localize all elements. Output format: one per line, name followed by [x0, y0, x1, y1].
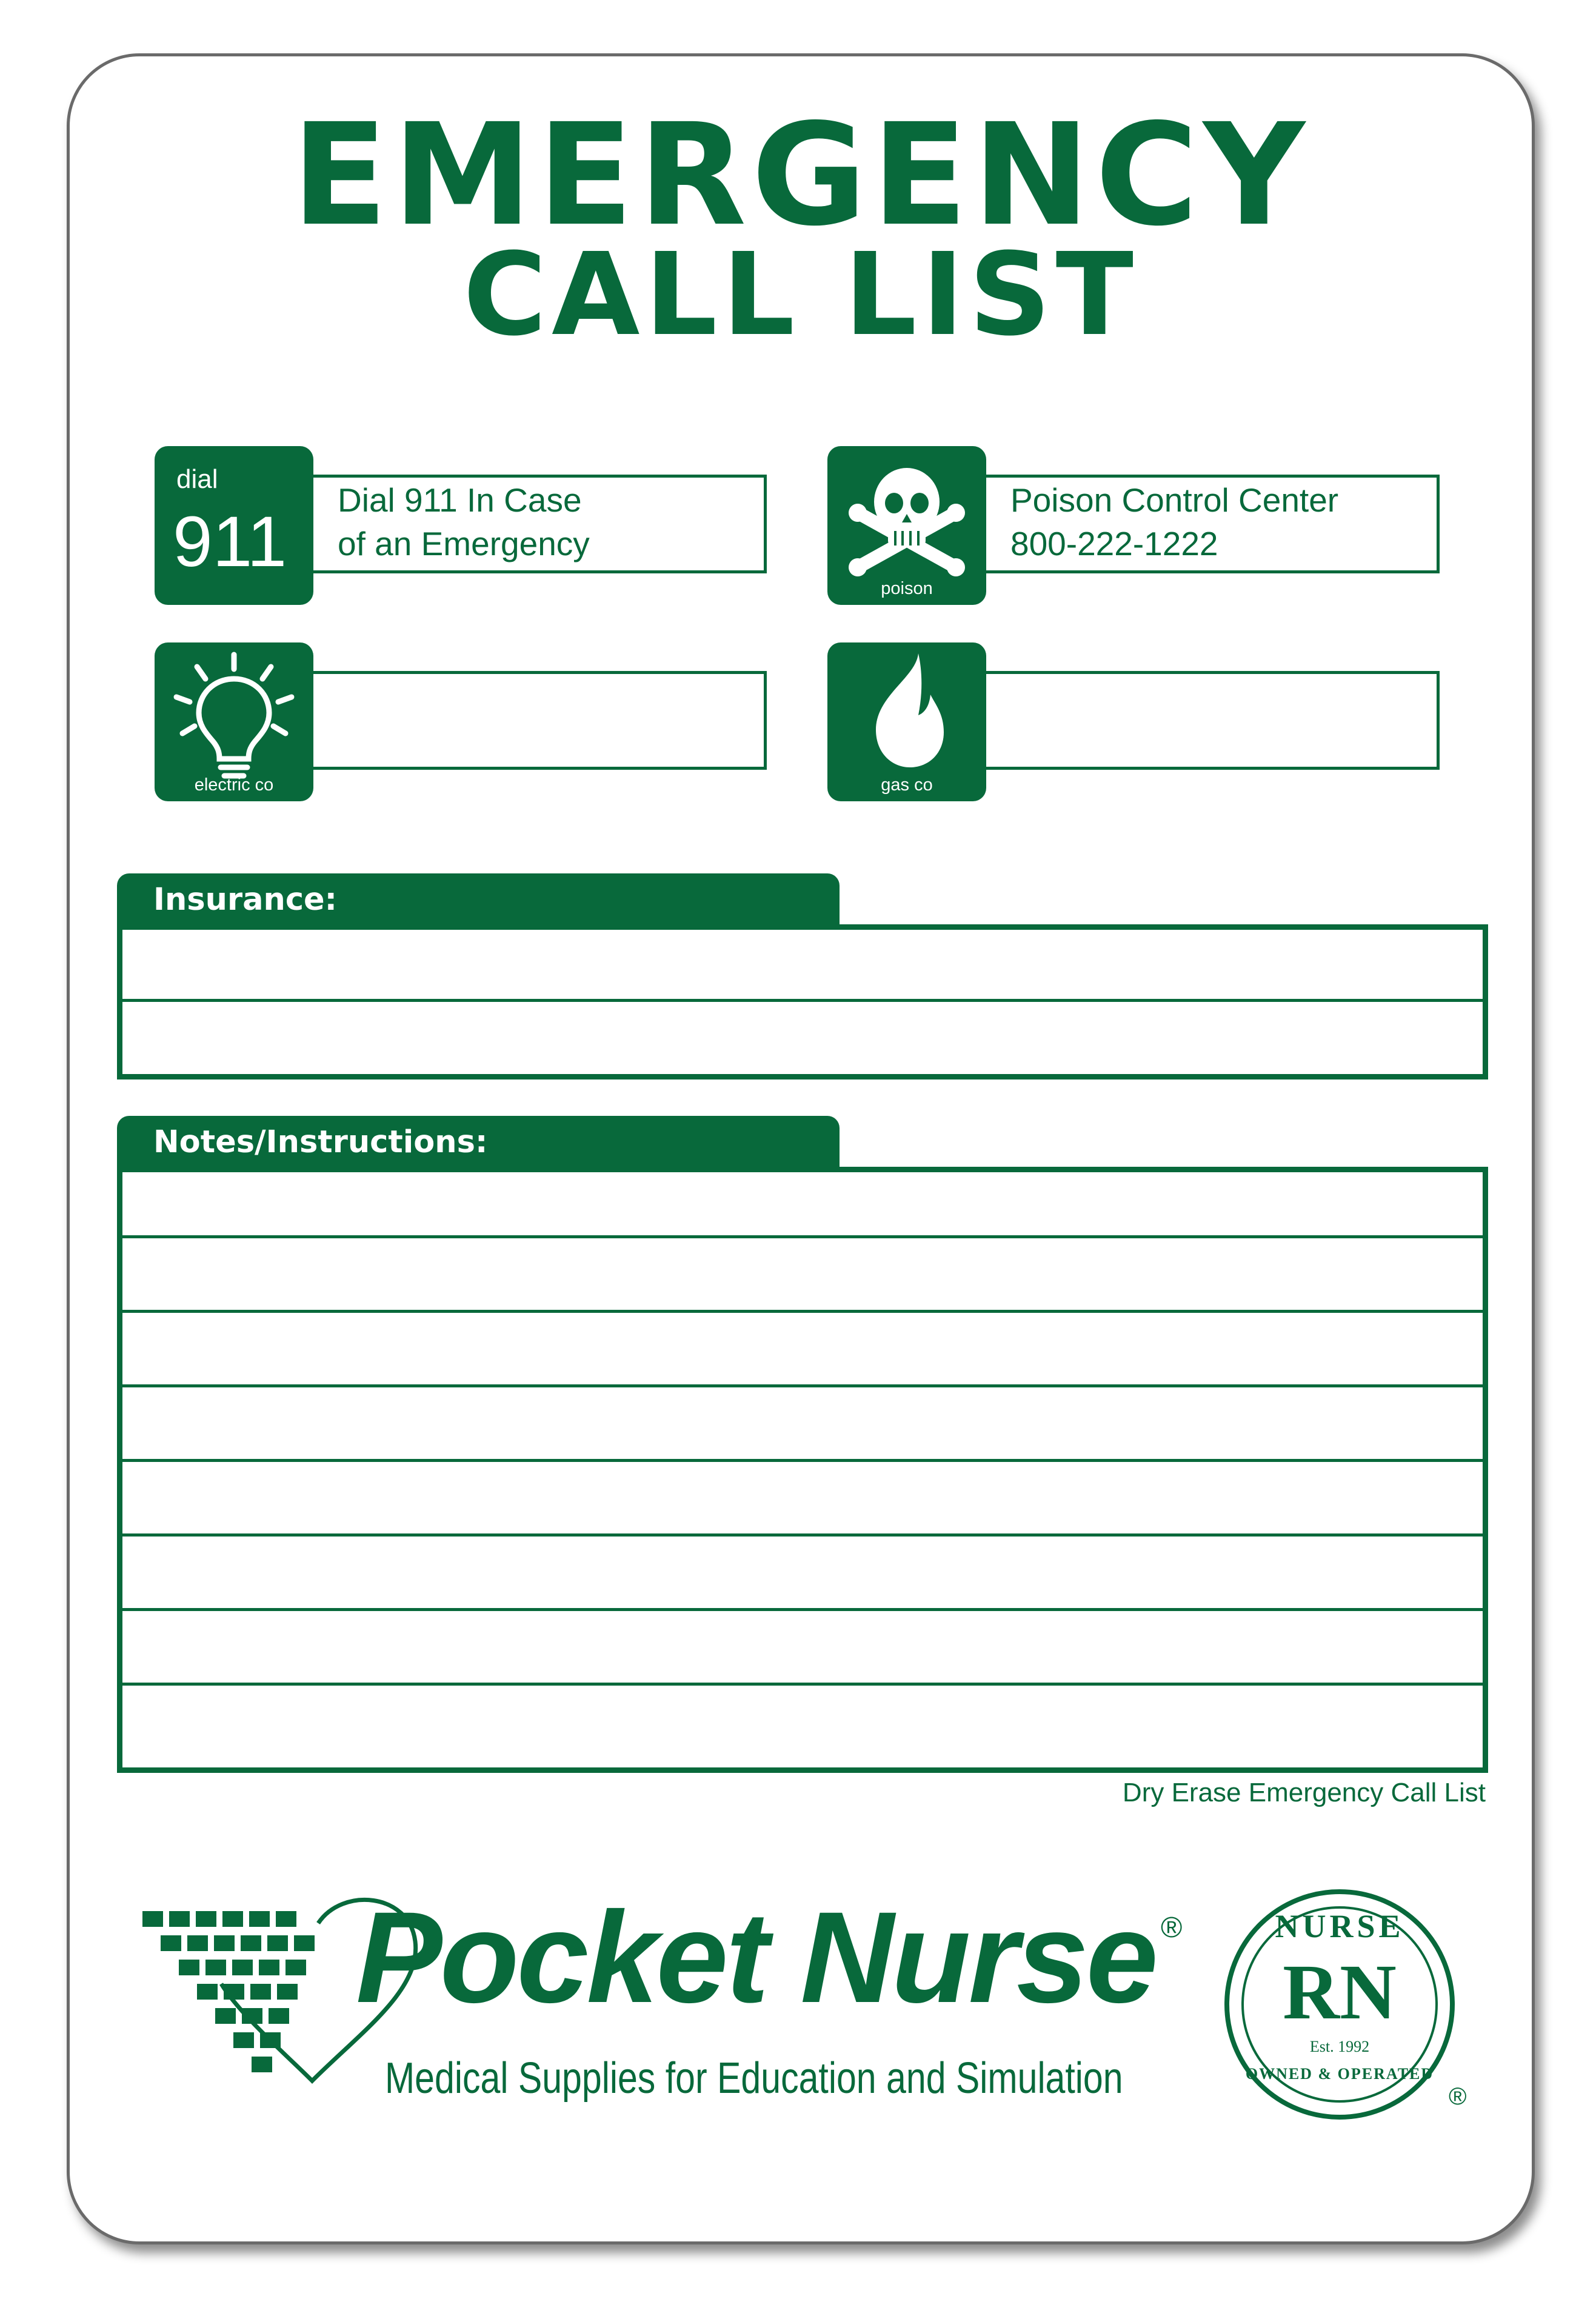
seal-center-text: RN — [1283, 1949, 1397, 2036]
notes-line — [122, 1683, 1483, 1686]
notes-line — [122, 1384, 1483, 1387]
electric-entry — [155, 639, 767, 804]
seal-est-text: Est. 1992 — [1309, 2038, 1370, 2055]
poison-line2: 800-222-1222 — [1010, 525, 1218, 562]
insurance-box — [117, 924, 1488, 1079]
call-list-card — [67, 53, 1535, 2244]
dial-911-line1: Dial 911 In Case — [338, 481, 582, 519]
notes-line — [122, 1533, 1483, 1537]
notes-box — [117, 1167, 1488, 1773]
pocket-nurse-logo — [136, 1887, 1258, 2141]
page-title-line1: EMERGENCY — [292, 93, 1310, 257]
footnote: Dry Erase Emergency Call List — [1122, 1778, 1486, 1807]
electric-icon-label: electric co — [194, 775, 274, 795]
brand-registered-mark: ® — [1161, 1912, 1183, 1944]
poison-entry — [827, 443, 1440, 608]
gas-box — [979, 671, 1440, 770]
light-bulb-icon — [155, 642, 313, 801]
flame-graphic — [827, 642, 986, 782]
dial-911-entry — [155, 443, 767, 608]
dial-911-icon — [155, 446, 313, 605]
gas-entry — [827, 639, 1440, 804]
light-bulb-graphic — [155, 642, 313, 782]
seal-top-text: NURSE — [1275, 1908, 1404, 1944]
notes-tab: Notes/Instructions: — [117, 1116, 840, 1172]
dial-label: dial — [176, 464, 218, 494]
skull-crossbones-graphic — [827, 446, 986, 586]
skull-crossbones-icon — [827, 446, 986, 605]
notes-line — [122, 1310, 1483, 1313]
page-title-line2: CALL LIST — [463, 229, 1138, 361]
gas-icon-label: gas co — [881, 775, 933, 795]
seal-registered-mark: ® — [1449, 2083, 1467, 2110]
insurance-tab: Insurance: — [117, 873, 840, 929]
brand-name: Pocket Nurse — [356, 1885, 1156, 2030]
dial-911-line2: of an Emergency — [338, 525, 590, 562]
poison-icon-label: poison — [881, 579, 933, 598]
electric-box — [306, 671, 767, 770]
dial-number: 911 — [173, 502, 287, 582]
flame-icon — [827, 642, 986, 801]
rn-owned-seal — [1224, 1889, 1479, 2132]
insurance-line — [122, 999, 1483, 1002]
notes-line — [122, 1235, 1483, 1238]
seal-bottom-text: OWNED & OPERATED — [1245, 2065, 1434, 2083]
poison-line1: Poison Control Center — [1010, 481, 1339, 519]
notes-line — [122, 1459, 1483, 1462]
brand-tagline: Medical Supplies for Education and Simulation — [385, 2054, 1123, 2103]
notes-line — [122, 1608, 1483, 1611]
